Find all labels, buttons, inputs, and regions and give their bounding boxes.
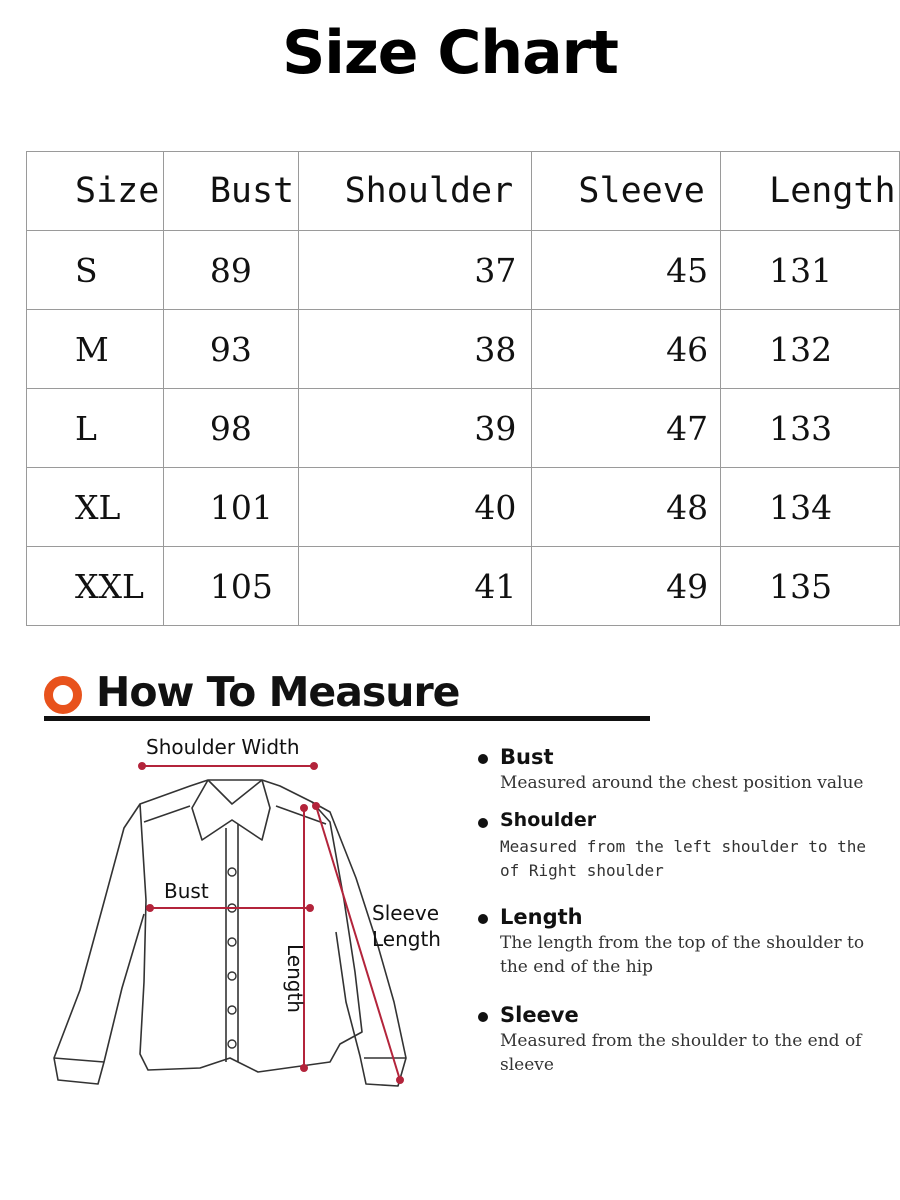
cell-sleeve: 47 xyxy=(532,389,721,468)
column-header-shoulder: Shoulder xyxy=(298,152,532,231)
table-header-row xyxy=(27,152,900,231)
cell-size: S xyxy=(27,231,164,310)
page-title: Size Chart xyxy=(282,18,618,88)
label-shoulder-width: Shoulder Width xyxy=(146,735,300,759)
cell-size: XXL xyxy=(27,547,164,626)
cell-length: 135 xyxy=(721,547,900,626)
cell-length: 131 xyxy=(721,231,900,310)
shirt-measure-diagram xyxy=(40,732,470,1102)
bullet-icon xyxy=(478,818,488,828)
label-length: Length xyxy=(283,944,307,1013)
cell-sleeve: 49 xyxy=(532,547,721,626)
cell-shoulder: 38 xyxy=(298,310,532,389)
cell-size: M xyxy=(27,310,164,389)
cell-shoulder: 37 xyxy=(298,231,532,310)
cell-shoulder: 39 xyxy=(298,389,532,468)
heading-underline xyxy=(44,716,650,721)
cell-length: 134 xyxy=(721,468,900,547)
measure-lines xyxy=(139,763,403,1083)
table-row xyxy=(27,389,900,468)
note-description: Measured from the left shoulder to the of Right shoulder xyxy=(500,837,867,880)
table-row xyxy=(27,468,900,547)
how-to-measure-heading: How To Measure xyxy=(96,668,460,716)
cell-shoulder: 40 xyxy=(298,468,532,547)
bullet-icon xyxy=(478,754,488,764)
note-title: Length xyxy=(500,905,583,929)
table-row xyxy=(27,231,900,310)
cell-size: L xyxy=(27,389,164,468)
column-header-length: Length xyxy=(721,152,900,231)
cell-bust: 89 xyxy=(163,231,298,310)
cell-length: 132 xyxy=(721,310,900,389)
cell-bust: 105 xyxy=(163,547,298,626)
shirt-diagram-svg xyxy=(40,732,470,1102)
orange-circle-icon xyxy=(44,676,82,714)
cell-length: 133 xyxy=(721,389,900,468)
cell-bust: 101 xyxy=(163,468,298,547)
cell-sleeve: 45 xyxy=(532,231,721,310)
cell-sleeve: 48 xyxy=(532,468,721,547)
cell-bust: 98 xyxy=(163,389,298,468)
bullet-icon xyxy=(478,1012,488,1022)
note-title: Sleeve xyxy=(500,1003,579,1027)
label-sleeve-line2: Length xyxy=(372,927,441,951)
table-row xyxy=(27,547,900,626)
cell-sleeve: 46 xyxy=(532,310,721,389)
column-header-size: Size xyxy=(27,152,164,231)
cell-bust: 93 xyxy=(163,310,298,389)
cell-size: XL xyxy=(27,468,164,547)
label-bust: Bust xyxy=(164,879,209,903)
bullet-icon xyxy=(478,914,488,924)
note-description: The length from the top of the shoulder to the end of the hip xyxy=(500,933,865,977)
column-header-sleeve: Sleeve xyxy=(532,152,721,231)
label-sleeve-line1: Sleeve xyxy=(372,901,440,925)
shirt-buttons xyxy=(228,868,236,1048)
note-description: Measured from the shoulder to the end of sleeve xyxy=(500,1031,862,1075)
table-row xyxy=(27,310,900,389)
column-header-bust: Bust xyxy=(163,152,298,231)
size-table xyxy=(26,151,900,626)
note-title: Shoulder xyxy=(500,809,597,831)
note-description: Measured around the chest position value xyxy=(500,773,864,793)
cell-shoulder: 41 xyxy=(298,547,532,626)
note-title: Bust xyxy=(500,745,554,769)
how-to-measure-header xyxy=(44,668,654,724)
